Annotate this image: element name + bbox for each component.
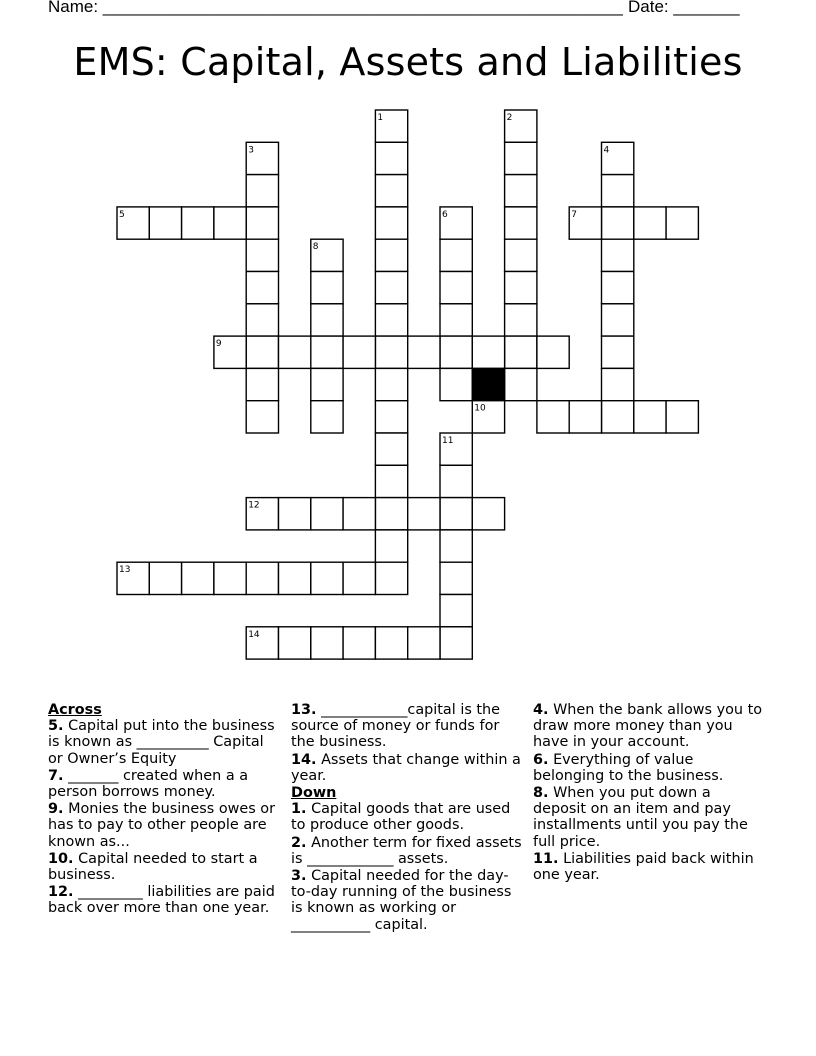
cell-number: 8 (312, 242, 319, 253)
crossword-cell[interactable] (505, 368, 537, 400)
crossword-cell[interactable] (343, 498, 375, 530)
clue-number: 11. (533, 850, 559, 867)
clue-text: Monies the business owes or has to pay to other people are known as... (48, 801, 276, 850)
clue-text: Assets that change within a year. (291, 751, 521, 784)
clue-text: Capital goods that are used to produce other goods. (291, 801, 511, 834)
crossword-cell[interactable] (311, 498, 343, 530)
clue-number: 7. (48, 767, 64, 784)
crossword-cell[interactable] (440, 272, 472, 304)
crossword-cell[interactable] (375, 304, 407, 336)
crossword-cell[interactable] (375, 368, 407, 400)
page-title: EMS: Capital, Assets and Liabilities (73, 40, 743, 84)
crossword-cell[interactable] (505, 239, 537, 271)
crossword-cell[interactable] (602, 272, 634, 304)
crossword-cell[interactable] (246, 401, 278, 433)
clue-number: 2. (291, 834, 307, 851)
crossword-cell[interactable] (472, 336, 504, 368)
crossword-cell[interactable] (375, 465, 407, 497)
clue-item (291, 868, 525, 933)
crossword-cell[interactable] (246, 368, 278, 400)
crossword-cell[interactable] (537, 336, 569, 368)
crossword-cell[interactable] (440, 368, 472, 400)
crossword-cell[interactable] (214, 207, 246, 239)
crossword-cell[interactable] (246, 207, 278, 239)
crossword-cell[interactable] (311, 304, 343, 336)
cell-number: 3 (248, 145, 254, 156)
crossword-cell[interactable] (311, 401, 343, 433)
crossword-cell[interactable] (279, 498, 311, 530)
cell-number: 7 (571, 209, 577, 220)
crossword-cell[interactable] (602, 368, 634, 400)
crossword-cell[interactable] (408, 627, 440, 659)
clue-text: Liabilities paid back within one year. (533, 850, 754, 884)
cell-number: 5 (119, 209, 125, 220)
clue-number: 14. (291, 751, 317, 768)
crossword-cell[interactable] (214, 562, 246, 594)
crossword-cell[interactable] (505, 142, 537, 174)
crossword-cell[interactable] (246, 304, 278, 336)
cell-number: 12 (248, 500, 260, 511)
crossword-cell[interactable] (472, 498, 504, 530)
crossword-cell[interactable] (602, 175, 634, 207)
clue-text: Capital needed for the day-to-day running of the business is known as working or ___________ capital. (291, 868, 512, 933)
clue-number: 8. (533, 785, 549, 802)
crossword-cell[interactable] (311, 336, 343, 368)
crossword-cell[interactable] (246, 336, 278, 368)
crossword-cell[interactable] (602, 401, 634, 433)
crossword-cell[interactable] (440, 530, 472, 562)
crossword-cell[interactable] (505, 336, 537, 368)
crossword-cell[interactable] (440, 498, 472, 530)
crossword-cell[interactable] (279, 562, 311, 594)
crossword-cell[interactable] (375, 175, 407, 207)
clues-column-2 (291, 702, 525, 934)
clue-item (48, 884, 282, 916)
crossword-cell[interactable] (343, 336, 375, 368)
crossword-cell[interactable] (569, 401, 601, 433)
crossword-cell[interactable] (440, 465, 472, 497)
crossword-cell[interactable] (375, 142, 407, 174)
cell-number: 10 (474, 403, 486, 414)
crossword-cell[interactable] (634, 401, 666, 433)
cell-number: 6 (442, 209, 448, 220)
crossword-cell[interactable] (311, 562, 343, 594)
clue-item (291, 835, 525, 867)
clue-number: 1. (291, 801, 307, 818)
crossword-cell[interactable] (246, 562, 278, 594)
across-heading: Across (48, 702, 102, 718)
clue-number: 10. (48, 850, 74, 867)
clue-number: 5. (48, 718, 64, 735)
clue-item (291, 702, 525, 751)
crossword-cell[interactable] (440, 562, 472, 594)
clue-text: ____________capital is the source of money or funds for the business. (291, 702, 501, 751)
crossword-cell[interactable] (246, 239, 278, 271)
clue-text: When you put down a deposit on an item and pay installments until you pay the full price. (533, 785, 748, 850)
crossword-cell[interactable] (375, 627, 407, 659)
date-field-label: Date: _______ (628, 0, 740, 16)
crossword-cell[interactable] (375, 207, 407, 239)
clue-item (533, 851, 767, 883)
crossword-cell[interactable] (311, 272, 343, 304)
clue-item (48, 801, 282, 850)
clue-text: _________ liabilities are paid back over more than one year. (48, 884, 275, 917)
clue-item (48, 851, 282, 883)
crossword-cell[interactable] (279, 336, 311, 368)
crossword-cell[interactable] (149, 562, 181, 594)
crossword-cell[interactable] (408, 336, 440, 368)
clue-text: Everything of value belonging to the business. (533, 751, 724, 784)
clue-text: When the bank allows you to draw more money than you have in your account. (533, 702, 763, 751)
cell-number: 11 (442, 436, 454, 446)
crossword-cell[interactable] (440, 595, 472, 627)
cell-number: 9 (215, 339, 222, 350)
clue-number: 6. (533, 751, 549, 768)
crossword-cell[interactable] (505, 175, 537, 207)
crossword-cell[interactable] (634, 207, 666, 239)
crossword-cell[interactable] (537, 401, 569, 433)
crossword-cell[interactable] (505, 272, 537, 304)
crossword-cell[interactable] (343, 627, 375, 659)
crossword-cell[interactable] (182, 562, 214, 594)
cell-number: 1 (377, 113, 384, 123)
crossword-cell[interactable] (666, 401, 698, 433)
crossword-cell[interactable] (375, 272, 407, 304)
cell-number: 14 (248, 629, 260, 640)
crossword-cell[interactable] (440, 304, 472, 336)
crossword-cell[interactable] (246, 175, 278, 207)
crossword-cell[interactable] (375, 401, 407, 433)
clue-text: Another term for fixed assets is ____________ assets. (291, 834, 522, 867)
crossword-cell[interactable] (602, 304, 634, 336)
clues-column-1 (48, 702, 282, 918)
clue-number: 4. (533, 702, 549, 718)
crossword-cell[interactable] (602, 336, 634, 368)
clue-text: Capital put into the business is known as __________ Capital or Owner’s Equity (48, 718, 275, 767)
clue-number: 9. (48, 801, 64, 818)
crossword-cell[interactable] (408, 498, 440, 530)
crossword-cell[interactable] (375, 498, 407, 530)
clue-item (533, 702, 767, 751)
clue-item (48, 718, 282, 767)
crossword-cell[interactable] (375, 336, 407, 368)
clue-number: 12. (48, 884, 74, 901)
clue-number: 13. (291, 702, 317, 718)
crossword-cell[interactable] (602, 207, 634, 239)
cell-number: 13 (119, 565, 131, 576)
crossword-cell[interactable] (149, 207, 181, 239)
crossword-cell[interactable] (311, 368, 343, 400)
crossword-cell[interactable] (666, 207, 698, 239)
clue-item (533, 752, 767, 784)
clue-item (291, 801, 525, 833)
crossword-cell[interactable] (375, 433, 407, 465)
crossword-cell[interactable] (343, 562, 375, 594)
crossword-cell[interactable] (279, 627, 311, 659)
crossword-cell[interactable] (375, 239, 407, 271)
crossword-cell[interactable] (505, 207, 537, 239)
clue-item (533, 785, 767, 850)
clue-item (48, 768, 282, 800)
clue-text: _______ created when a a person borrows money. (48, 767, 249, 801)
cell-number: 2 (506, 113, 513, 123)
clues-column-3 (533, 702, 767, 884)
crossword-cell[interactable] (375, 530, 407, 562)
crossword-cell[interactable] (311, 627, 343, 659)
crossword-cell[interactable] (440, 627, 472, 659)
crossword-cell[interactable] (375, 562, 407, 594)
clue-text: Capital needed to start a business. (48, 850, 258, 884)
crossword-cell[interactable] (182, 207, 214, 239)
crossword-cell[interactable] (246, 272, 278, 304)
clue-number: 3. (291, 868, 307, 885)
blocked-cell (472, 368, 504, 400)
crossword-cell[interactable] (440, 336, 472, 368)
cell-number: 4 (603, 145, 610, 156)
crossword-cell[interactable] (505, 304, 537, 336)
name-field-label: Name: _______________________________________________________ (48, 0, 623, 16)
clue-item (291, 752, 525, 784)
crossword-cell[interactable] (440, 239, 472, 271)
crossword-cell[interactable] (602, 239, 634, 271)
down-heading: Down (291, 785, 337, 802)
